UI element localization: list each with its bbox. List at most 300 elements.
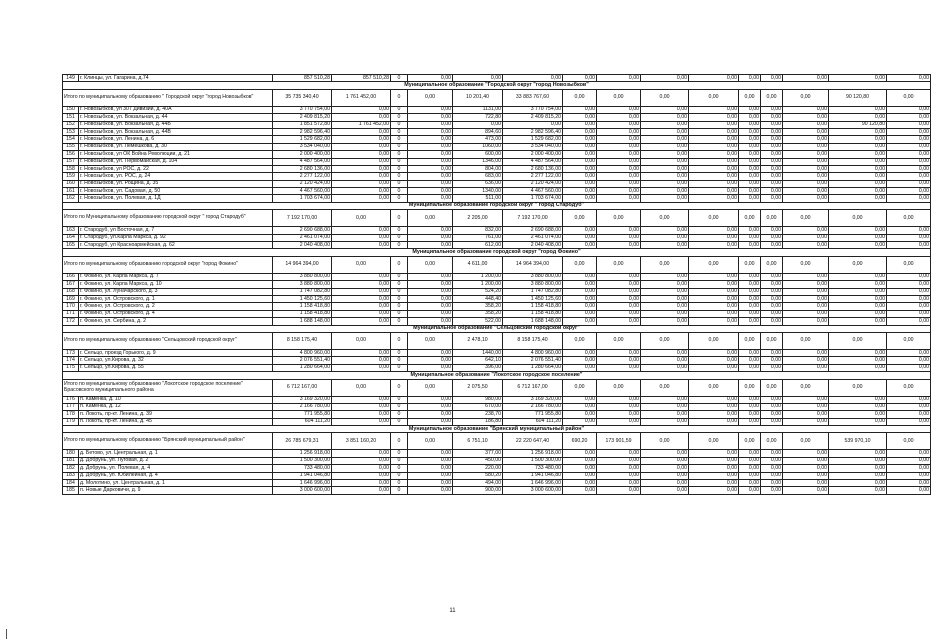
address-cell: г. Стародуб, ул Красноармейская, д. 62 bbox=[79, 242, 273, 249]
row-number-cell: 168 bbox=[63, 288, 79, 295]
value-cell: 1 703 674,00 bbox=[503, 195, 563, 202]
value-cell: 0,00 bbox=[887, 180, 931, 187]
address-cell: г. Фокино, ул. Островского, д. 1 bbox=[79, 295, 273, 302]
subtotal-cell: 0,00 bbox=[739, 89, 761, 106]
subtotal-cell: 0 bbox=[391, 433, 408, 450]
value-cell: 0,00 bbox=[689, 114, 739, 121]
value-cell: 0,00 bbox=[739, 472, 761, 479]
table-row bbox=[63, 234, 931, 241]
section-header-row bbox=[63, 325, 931, 332]
value-cell: 1 941 046,80 bbox=[273, 472, 332, 479]
value-cell: 0,00 bbox=[563, 227, 597, 234]
value-cell: 0,00 bbox=[829, 465, 887, 472]
address-cell: п. Локоть, пр-кт. Ленина, д. 45 bbox=[79, 418, 273, 425]
value-cell: 0,00 bbox=[332, 165, 391, 172]
subtotal-cell: 0,00 bbox=[689, 256, 739, 273]
value-cell: 3 169 320,00 bbox=[503, 396, 563, 403]
value-cell: 0 bbox=[391, 295, 408, 302]
value-cell: 0,00 bbox=[783, 281, 829, 288]
address-cell: г. Сельцо, ул.Кирова, д. 55 bbox=[79, 364, 273, 371]
value-cell: 0,00 bbox=[739, 457, 761, 464]
value-cell: 0,00 bbox=[641, 143, 689, 150]
value-cell: 0,00 bbox=[597, 273, 641, 280]
value-cell: 1 646 996,00 bbox=[503, 480, 563, 487]
section-header-row bbox=[63, 426, 931, 433]
subtotal-cell: 0,00 bbox=[689, 89, 739, 106]
address-cell: г. Стародуб, ул Восточная, д. 7 bbox=[79, 227, 273, 234]
row-number-cell: 183 bbox=[63, 472, 79, 479]
value-cell: 0,00 bbox=[783, 165, 829, 172]
value-cell: 0,00 bbox=[597, 143, 641, 150]
value-cell: 0,00 bbox=[761, 418, 783, 425]
value-cell: 0,00 bbox=[597, 234, 641, 241]
value-cell: 0,00 bbox=[783, 357, 829, 364]
value-cell: 0,00 bbox=[563, 295, 597, 302]
row-number-cell: 149 bbox=[63, 75, 79, 82]
row-number-cell: 155 bbox=[63, 143, 79, 150]
value-cell: 0,00 bbox=[332, 450, 391, 457]
value-cell: 2 000 400,00 bbox=[503, 151, 563, 158]
value-cell: 0,00 bbox=[332, 195, 391, 202]
value-cell: 0,00 bbox=[761, 396, 783, 403]
value-cell: 0,00 bbox=[408, 288, 453, 295]
subtotal-cell: 0,00 bbox=[887, 210, 931, 227]
value-cell: 3 534 040,00 bbox=[273, 143, 332, 150]
value-cell: 0,00 bbox=[887, 158, 931, 165]
value-cell: 0,00 bbox=[563, 75, 597, 82]
subtotal-cell: 35 735 340,40 bbox=[273, 89, 332, 106]
value-cell: 0,00 bbox=[332, 318, 391, 325]
address-cell: д. Добрунь, ул. Юбилейная, д. 4 bbox=[79, 472, 273, 479]
value-cell: 0,00 bbox=[641, 188, 689, 195]
value-cell: 1 500 300,00 bbox=[273, 457, 332, 464]
value-cell: 0,00 bbox=[689, 188, 739, 195]
value-cell: 0 bbox=[391, 188, 408, 195]
value-cell: 0,00 bbox=[739, 487, 761, 494]
value-cell: 0,00 bbox=[887, 173, 931, 180]
value-cell: 0,00 bbox=[887, 242, 931, 249]
value-cell: 0,00 bbox=[887, 234, 931, 241]
page-number: 11 bbox=[449, 608, 456, 614]
address-cell: г. Стародуб, ул.Карла Маркса, д. 92 bbox=[79, 234, 273, 241]
value-cell: 0,00 bbox=[829, 288, 887, 295]
value-cell: 0,00 bbox=[563, 188, 597, 195]
value-cell: 0,00 bbox=[887, 281, 931, 288]
value-cell: 0,00 bbox=[563, 158, 597, 165]
value-cell: 0,00 bbox=[887, 195, 931, 202]
value-cell: 0,00 bbox=[408, 418, 453, 425]
subtotal-label: Итого по муниципальному образованию "Локотское городское поселение" Брасовского муниципального района bbox=[63, 379, 273, 396]
value-cell: 0,00 bbox=[332, 357, 391, 364]
value-cell: 0,00 bbox=[761, 310, 783, 317]
value-cell: 0,00 bbox=[783, 242, 829, 249]
value-cell: 1060,00 bbox=[453, 143, 503, 150]
value-cell: 0,00 bbox=[332, 295, 391, 302]
table-row bbox=[63, 242, 931, 249]
value-cell: 1 200,00 bbox=[453, 273, 503, 280]
value-cell: 0,00 bbox=[887, 450, 931, 457]
value-cell: 3 000 600,00 bbox=[273, 487, 332, 494]
value-cell: 450,00 bbox=[453, 457, 503, 464]
value-cell: 0,00 bbox=[829, 310, 887, 317]
value-cell: 0,00 bbox=[332, 151, 391, 158]
value-cell: 1 747 082,80 bbox=[503, 288, 563, 295]
value-cell: 0,00 bbox=[597, 310, 641, 317]
value-cell: 0,00 bbox=[332, 457, 391, 464]
value-cell: 0,00 bbox=[739, 349, 761, 356]
value-cell: 4 487 564,00 bbox=[273, 158, 332, 165]
subtotal-cell: 0,00 bbox=[739, 379, 761, 396]
value-cell: 0,00 bbox=[563, 173, 597, 180]
value-cell: 0 bbox=[391, 465, 408, 472]
value-cell: 0,00 bbox=[783, 411, 829, 418]
value-cell: 0 bbox=[391, 114, 408, 121]
value-cell: 0,00 bbox=[597, 450, 641, 457]
value-cell: 0,00 bbox=[332, 364, 391, 371]
value-cell: 0,00 bbox=[408, 158, 453, 165]
address-cell: п. Каменка, д. 10 bbox=[79, 396, 273, 403]
value-cell: 0 bbox=[391, 357, 408, 364]
section-title: Муниципальное образование городской округ " город Стародуб" bbox=[63, 202, 931, 209]
subtotal-cell: 0,00 bbox=[408, 210, 453, 227]
table-row bbox=[63, 411, 931, 418]
address-cell: п. Локоть, пр-кт. Ленина, д. 39 bbox=[79, 411, 273, 418]
value-cell: 0,00 bbox=[332, 158, 391, 165]
value-cell: 0,00 bbox=[641, 295, 689, 302]
value-cell: 186,80 bbox=[453, 418, 503, 425]
value-cell: 0,00 bbox=[783, 227, 829, 234]
value-cell: 0,00 bbox=[641, 487, 689, 494]
value-cell: 0,00 bbox=[597, 396, 641, 403]
value-cell: 0,00 bbox=[887, 295, 931, 302]
value-cell: 377,00 bbox=[453, 450, 503, 457]
subtotal-cell: 0,00 bbox=[641, 210, 689, 227]
value-cell: 0,00 bbox=[408, 136, 453, 143]
row-number-cell: 150 bbox=[63, 106, 79, 113]
scan-margin-mark bbox=[6, 629, 7, 639]
value-cell: 0,00 bbox=[761, 114, 783, 121]
value-cell: 2 690 688,00 bbox=[503, 227, 563, 234]
value-cell: 1 280 664,00 bbox=[503, 364, 563, 371]
value-cell: 0,00 bbox=[597, 303, 641, 310]
value-cell: 804,00 bbox=[453, 165, 503, 172]
value-cell: 0,00 bbox=[829, 106, 887, 113]
subtotal-cell: 0,00 bbox=[739, 256, 761, 273]
value-cell: 0,00 bbox=[739, 151, 761, 158]
value-cell: 3 000 600,00 bbox=[503, 487, 563, 494]
value-cell: 0,00 bbox=[829, 143, 887, 150]
value-cell: 0,00 bbox=[641, 151, 689, 158]
value-cell: 0,00 bbox=[739, 281, 761, 288]
subtotal-cell: 0,00 bbox=[783, 433, 829, 450]
subtotal-cell: 0,00 bbox=[597, 256, 641, 273]
value-cell: 0,00 bbox=[887, 465, 931, 472]
row-number-cell: 154 bbox=[63, 136, 79, 143]
address-cell: г. Новозыбков, ул. Садовая, д. 50 bbox=[79, 188, 273, 195]
subtotal-cell: 0,00 bbox=[739, 433, 761, 450]
value-cell: 0 bbox=[391, 457, 408, 464]
address-cell: д. Бетово, ул. Центральная, д. 1 bbox=[79, 450, 273, 457]
value-cell: 0 bbox=[391, 75, 408, 82]
value-cell: 0,00 bbox=[739, 357, 761, 364]
value-cell: 0,00 bbox=[783, 128, 829, 135]
value-cell: 0,00 bbox=[689, 465, 739, 472]
value-cell: 0,00 bbox=[689, 165, 739, 172]
value-cell: 0,00 bbox=[408, 281, 453, 288]
value-cell: 980,00 bbox=[453, 396, 503, 403]
subtotal-cell: 6 712 167,00 bbox=[503, 379, 563, 396]
value-cell: 0,00 bbox=[408, 151, 453, 158]
value-cell: 3 534 040,00 bbox=[503, 143, 563, 150]
value-cell: 0,00 bbox=[332, 403, 391, 410]
subtotal-row bbox=[63, 210, 931, 227]
table-row bbox=[63, 136, 931, 143]
subtotal-cell: 0,00 bbox=[887, 89, 931, 106]
row-number-cell: 177 bbox=[63, 403, 79, 410]
value-cell: 0,00 bbox=[597, 457, 641, 464]
value-cell: 0,00 bbox=[783, 364, 829, 371]
value-cell: 0,00 bbox=[563, 165, 597, 172]
value-cell: 0,00 bbox=[689, 318, 739, 325]
value-cell: 0,00 bbox=[641, 403, 689, 410]
value-cell: 0,00 bbox=[408, 411, 453, 418]
value-cell: 0,00 bbox=[689, 136, 739, 143]
value-cell: 0,00 bbox=[783, 295, 829, 302]
value-cell: 0,00 bbox=[829, 188, 887, 195]
value-cell: 0,00 bbox=[597, 106, 641, 113]
value-cell: 0,00 bbox=[761, 234, 783, 241]
value-cell: 0 bbox=[391, 318, 408, 325]
subtotal-cell: 539 970,10 bbox=[829, 433, 887, 450]
value-cell: 0 bbox=[391, 195, 408, 202]
value-cell: 0,00 bbox=[641, 128, 689, 135]
subtotal-cell: 0,00 bbox=[563, 210, 597, 227]
value-cell: 0,00 bbox=[689, 288, 739, 295]
value-cell: 0,00 bbox=[408, 396, 453, 403]
value-cell: 0,00 bbox=[887, 310, 931, 317]
subtotal-cell: 0,00 bbox=[641, 379, 689, 396]
value-cell: 0 bbox=[391, 106, 408, 113]
row-number-cell: 156 bbox=[63, 151, 79, 158]
value-cell: 0,00 bbox=[829, 318, 887, 325]
subtotal-cell: 90 120,80 bbox=[829, 89, 887, 106]
value-cell: 0,00 bbox=[597, 295, 641, 302]
value-cell: 0,00 bbox=[563, 457, 597, 464]
value-cell: 733 480,00 bbox=[503, 465, 563, 472]
subtotal-cell: 0,00 bbox=[332, 332, 391, 349]
value-cell: 0,00 bbox=[887, 106, 931, 113]
value-cell: 0,00 bbox=[641, 114, 689, 121]
value-cell: 1 688 148,00 bbox=[273, 318, 332, 325]
value-cell: 0,00 bbox=[829, 128, 887, 135]
value-cell: 3 770 754,00 bbox=[273, 106, 332, 113]
value-cell: 0,00 bbox=[641, 75, 689, 82]
value-cell: 0,00 bbox=[739, 75, 761, 82]
subtotal-cell: 0,00 bbox=[783, 210, 829, 227]
table-row bbox=[63, 357, 931, 364]
value-cell: 2 000 400,00 bbox=[273, 151, 332, 158]
table-row bbox=[63, 288, 931, 295]
subtotal-label: Итого по муниципальному образованию "Брянский муниципальный район" bbox=[63, 433, 273, 450]
subtotal-cell: 0,00 bbox=[563, 89, 597, 106]
value-cell: 0,00 bbox=[332, 143, 391, 150]
value-cell: 0 bbox=[391, 143, 408, 150]
subtotal-cell: 0,00 bbox=[597, 210, 641, 227]
value-cell: 0,00 bbox=[739, 188, 761, 195]
value-cell: 0,00 bbox=[761, 180, 783, 187]
section-title: Муниципальное образование "Брянский муниципальный район" bbox=[63, 426, 931, 433]
subtotal-cell: 6 712 167,00 bbox=[273, 379, 332, 396]
value-cell: 0,00 bbox=[689, 364, 739, 371]
value-cell: 0,00 bbox=[829, 403, 887, 410]
value-cell: 0,00 bbox=[783, 318, 829, 325]
value-cell: 2 409 815,20 bbox=[273, 114, 332, 121]
value-cell: 0,00 bbox=[408, 273, 453, 280]
subtotal-cell: 0,00 bbox=[783, 379, 829, 396]
value-cell: 0,00 bbox=[689, 143, 739, 150]
row-number-cell: 182 bbox=[63, 465, 79, 472]
value-cell: 0,00 bbox=[761, 143, 783, 150]
value-cell: 0,00 bbox=[563, 349, 597, 356]
value-cell: 0 bbox=[391, 234, 408, 241]
value-cell: 0,00 bbox=[887, 480, 931, 487]
value-cell: 0,00 bbox=[887, 188, 931, 195]
address-cell: г. Новозыбков, ул. Рощина, д. 35 bbox=[79, 180, 273, 187]
address-cell: г. Новозыбков, ул. РОС, д. 24 bbox=[79, 173, 273, 180]
value-cell: 0,00 bbox=[563, 288, 597, 295]
subtotal-cell: 2 075,50 bbox=[453, 379, 503, 396]
section-header-row bbox=[63, 372, 931, 379]
value-cell: 396,00 bbox=[453, 364, 503, 371]
table-row bbox=[63, 418, 931, 425]
section-header-row bbox=[63, 202, 931, 209]
value-cell: 0 bbox=[391, 281, 408, 288]
value-cell: 0,00 bbox=[408, 75, 453, 82]
value-cell: 0,00 bbox=[597, 349, 641, 356]
value-cell: 0,00 bbox=[739, 128, 761, 135]
value-cell: 0,00 bbox=[689, 450, 739, 457]
row-number-cell: 173 bbox=[63, 349, 79, 356]
value-cell: 0,00 bbox=[408, 234, 453, 241]
value-cell: 0,00 bbox=[597, 195, 641, 202]
subtotal-cell: 0,00 bbox=[887, 256, 931, 273]
value-cell: 0,00 bbox=[761, 281, 783, 288]
value-cell: 0,00 bbox=[761, 403, 783, 410]
address-cell: д. Молотино, ул. Центральная, д. 1 bbox=[79, 480, 273, 487]
value-cell: 0,00 bbox=[563, 281, 597, 288]
value-cell: 0,00 bbox=[783, 173, 829, 180]
value-cell: 1 200,00 bbox=[453, 281, 503, 288]
value-cell: 0 bbox=[391, 158, 408, 165]
subtotal-cell: 0 bbox=[391, 379, 408, 396]
row-number-cell: 178 bbox=[63, 411, 79, 418]
subtotal-cell: 690,20 bbox=[563, 433, 597, 450]
value-cell: 612,00 bbox=[453, 242, 503, 249]
value-cell: 0,00 bbox=[689, 242, 739, 249]
row-number-cell: 176 bbox=[63, 396, 79, 403]
row-number-cell: 185 bbox=[63, 487, 79, 494]
value-cell: 0,00 bbox=[783, 303, 829, 310]
value-cell: 0,00 bbox=[332, 114, 391, 121]
value-cell: 0,00 bbox=[689, 303, 739, 310]
value-cell: 0,00 bbox=[887, 114, 931, 121]
value-cell: 0,00 bbox=[689, 121, 739, 128]
subtotal-cell: 0 bbox=[391, 332, 408, 349]
value-cell: 0 bbox=[391, 128, 408, 135]
value-cell: 0,00 bbox=[739, 273, 761, 280]
address-cell: г. Фокино, ул. Карла Маркса, д. 7 bbox=[79, 273, 273, 280]
table-row bbox=[63, 151, 931, 158]
value-cell: 0,00 bbox=[332, 349, 391, 356]
value-cell: 0,00 bbox=[597, 180, 641, 187]
subtotal-row bbox=[63, 433, 931, 450]
address-cell: г. Сельцо, проезд Горького, д. 9 bbox=[79, 349, 273, 356]
value-cell: 0,00 bbox=[641, 450, 689, 457]
value-cell: 1 256 918,00 bbox=[503, 450, 563, 457]
value-cell: 0,00 bbox=[503, 75, 563, 82]
value-cell: 0,00 bbox=[641, 364, 689, 371]
value-cell: 0,00 bbox=[332, 303, 391, 310]
value-cell: 1 941 046,80 bbox=[503, 472, 563, 479]
table-row bbox=[63, 295, 931, 302]
value-cell: 0,00 bbox=[761, 480, 783, 487]
value-cell: 0,00 bbox=[408, 364, 453, 371]
value-cell: 1131,00 bbox=[453, 106, 503, 113]
subtotal-cell: 0,00 bbox=[761, 379, 783, 396]
address-cell: г. Фокино, ул. Островского, д. 2 bbox=[79, 303, 273, 310]
value-cell: 0,00 bbox=[563, 106, 597, 113]
value-cell: 1 158 418,80 bbox=[503, 310, 563, 317]
row-number-cell: 164 bbox=[63, 234, 79, 241]
value-cell: 0,00 bbox=[739, 195, 761, 202]
value-cell: 0,00 bbox=[761, 273, 783, 280]
address-cell: д. Добрунь, ул. Луговая, д. 2 bbox=[79, 457, 273, 464]
row-number-cell: 162 bbox=[63, 195, 79, 202]
value-cell: 0,00 bbox=[783, 75, 829, 82]
subtotal-cell: 8 158 175,40 bbox=[503, 332, 563, 349]
subtotal-cell: 2 478,10 bbox=[453, 332, 503, 349]
value-cell: 0,00 bbox=[332, 411, 391, 418]
subtotal-cell: 22 220 647,40 bbox=[503, 433, 563, 450]
value-cell: 0,00 bbox=[563, 318, 597, 325]
subtotal-cell: 0,00 bbox=[563, 379, 597, 396]
value-cell: 0,00 bbox=[563, 487, 597, 494]
value-cell: 0,00 bbox=[408, 349, 453, 356]
value-cell: 2 040 408,00 bbox=[503, 242, 563, 249]
value-cell: 0,00 bbox=[887, 121, 931, 128]
value-cell: 0,00 bbox=[829, 114, 887, 121]
subtotal-cell: 0 bbox=[391, 89, 408, 106]
value-cell: 1 761 452,00 bbox=[332, 121, 391, 128]
value-cell: 0,00 bbox=[761, 158, 783, 165]
value-cell: 0,00 bbox=[829, 151, 887, 158]
subtotal-cell: 4 611,00 bbox=[453, 256, 503, 273]
value-cell: 0,00 bbox=[689, 472, 739, 479]
table-row bbox=[63, 487, 931, 494]
value-cell: 0,00 bbox=[563, 242, 597, 249]
value-cell: 0,00 bbox=[563, 465, 597, 472]
value-cell: 604 111,20 bbox=[503, 418, 563, 425]
value-cell: 683,00 bbox=[453, 173, 503, 180]
value-cell: 4 467 560,00 bbox=[503, 188, 563, 195]
value-cell: 0,00 bbox=[829, 195, 887, 202]
value-cell: 0,00 bbox=[641, 411, 689, 418]
value-cell: 0,00 bbox=[689, 411, 739, 418]
value-cell: 0,00 bbox=[739, 288, 761, 295]
address-cell: д. Добрунь, ул. Полевая, д. 4 bbox=[79, 465, 273, 472]
value-cell: 1 280 664,00 bbox=[273, 364, 332, 371]
value-cell: 0,00 bbox=[783, 106, 829, 113]
